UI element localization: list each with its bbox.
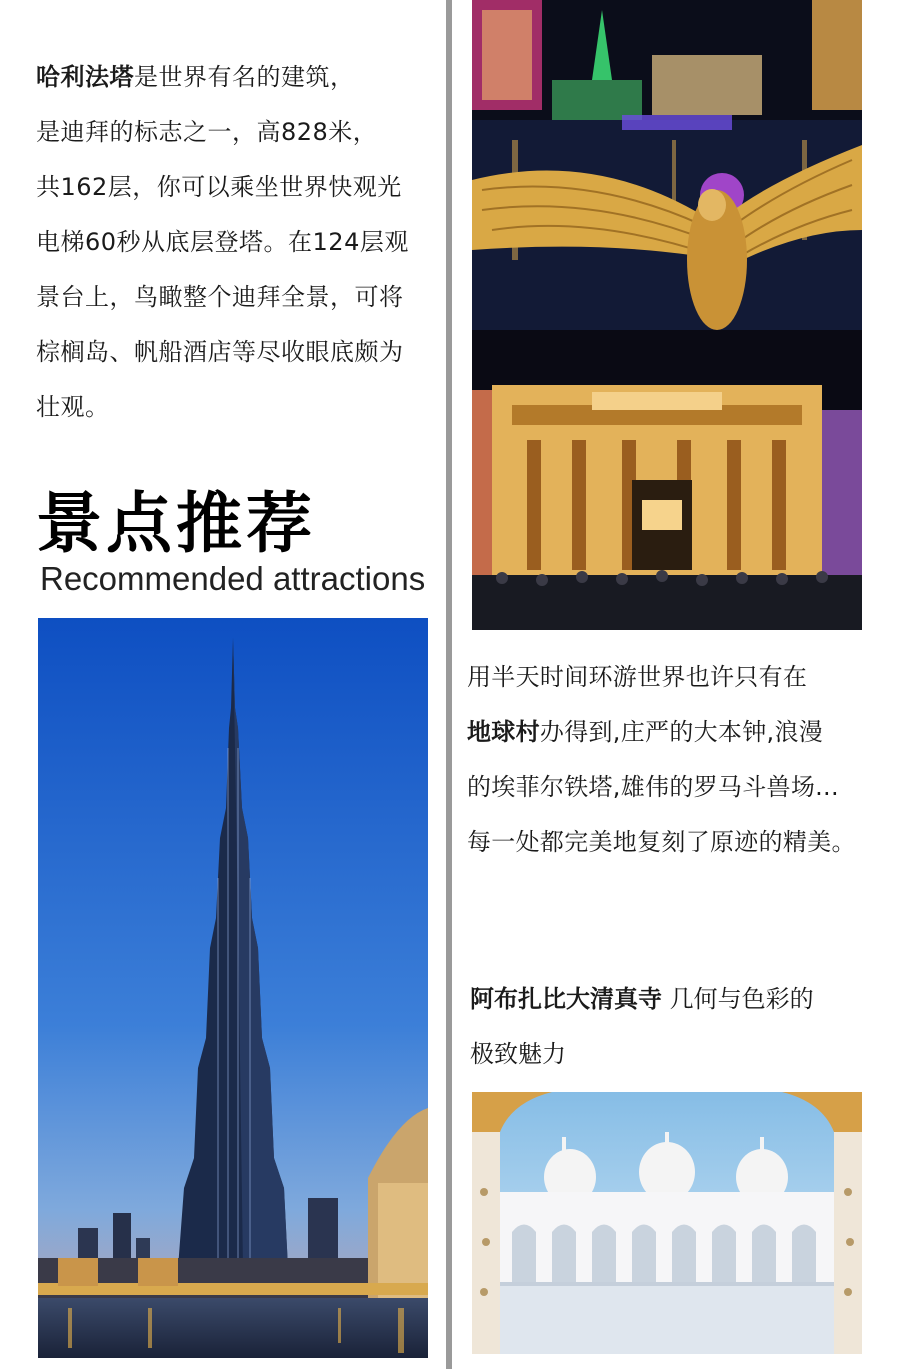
section-title: 景点推荐 [36, 485, 316, 562]
gv-line-1: 用半天时间环游世界也许只有在 [467, 663, 808, 691]
mosque-line-2: 极致魅力 [470, 1040, 566, 1068]
burj-khalifa-name: 哈利法塔 [36, 63, 134, 91]
mosque-name: 阿布扎比大清真寺 [470, 985, 662, 1013]
intro-line-6: 棕榈岛、帆船酒店等尽收眼底颇为 [36, 338, 404, 366]
global-village-name: 地球村 [467, 718, 540, 746]
section-subtitle: Recommended attractions [40, 560, 426, 597]
intro-line-1: 是世界有名的建筑， [134, 63, 355, 91]
burj-khalifa-intro [36, 50, 436, 435]
intro-line-3: 共162层，你可以乘坐世界快观光 [36, 173, 402, 201]
gv-line-3: 的埃菲尔铁塔,雄伟的罗马斗兽场... [467, 773, 839, 801]
intro-line-4: 电梯60秒从底层登塔。在124层观 [36, 228, 409, 256]
grand-mosque-photo [472, 1092, 862, 1354]
burj-khalifa-photo [38, 618, 428, 1358]
intro-line-2: 是迪拜的标志之一，高828米， [36, 118, 378, 146]
mosque-paragraph [470, 972, 870, 1082]
gv-line-4: 每一处都完美地复刻了原迹的精美。 [467, 828, 856, 856]
gv-line-2: 办得到,庄严的大本钟,浪漫 [539, 718, 824, 746]
golden-eagle-photo [472, 0, 862, 330]
iran-pavilion-photo [472, 330, 862, 630]
intro-line-5: 景台上，鸟瞰整个迪拜全景，可将 [36, 283, 404, 311]
intro-line-7: 壮观。 [36, 393, 110, 421]
column-divider [446, 0, 452, 1369]
global-village-paragraph [467, 650, 887, 870]
mosque-line-1: 几何与色彩的 [662, 985, 814, 1013]
